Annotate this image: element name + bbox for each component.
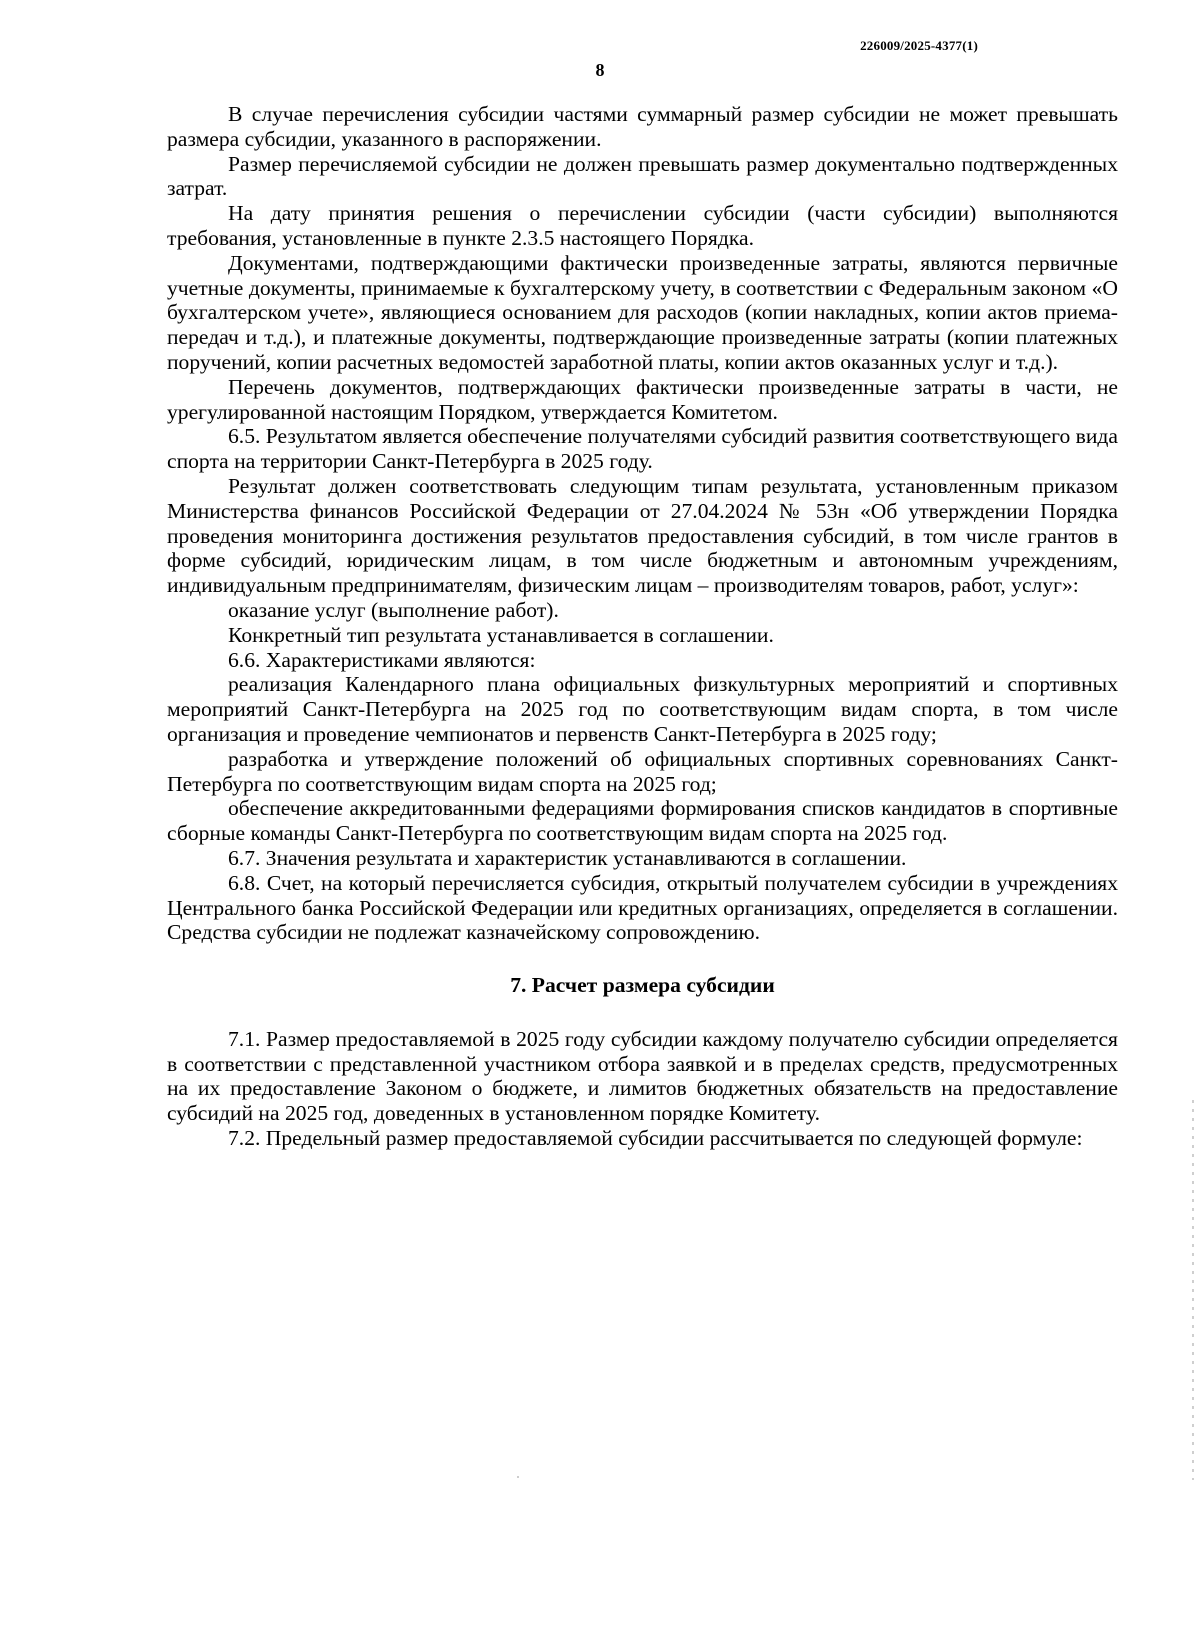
section-heading: 7. Расчет размера субсидии (510, 973, 775, 998)
paragraph: обеспечение аккредитованными федерациями формирования списков кандидатов в спортивные сборные команды Санкт-Петербурга по соответствующим видам спорта на 2025 год. (167, 796, 1118, 846)
document-body (167, 102, 1118, 1151)
paragraph: разработка и утверждение положений об официальных спортивных соревнованиях Санкт-Петербурга по соответствующим видам спорта на 2025 год; (167, 746, 1118, 796)
paragraph: Конкретный тип результата устанавливается в соглашении. (228, 622, 774, 647)
paragraph-6-8: 6.8. Счет, на который перечисляется субсидия, открытый получателем субсидии в учреждениях Центрального банка Российской Федерации или кредитных организациях, определяется в соглашении. Средства субсидии не подлежат казначейскому сопровождению. (167, 870, 1118, 945)
paragraph-6-7: 6.7. Значения результата и характеристик устанавливаются в соглашении. (228, 845, 907, 870)
scan-artifact (517, 1476, 519, 1478)
paragraph: На дату принятия решения о перечислении субсидии (части субсидии) выполняются требования, установленные в пункте 2.3.5 настоящего Порядка. (167, 201, 1118, 250)
paragraph: Документами, подтверждающими фактически произведенные затраты, являются первичные учетные документы, принимаемые к бухгалтерскому учету, в соответствии с Федеральным законом «О бухгалтерском учете», являющиеся основанием для расходов (копии накладных, копии актов приема-передач и т.д.), и платежные документы, подтверждающие произведенные затраты (копии платежных поручений, копии расчетных ведомостей заработной платы, копии актов оказанных услуг и т.д.). (167, 250, 1118, 374)
paragraph: В случае перечисления субсидии частями суммарный размер субсидии не может превышать размера субсидии, указанного в распоряжении. (167, 102, 1118, 151)
paragraph: Размер перечисляемой субсидии не должен превышать размер документально подтвержденных затрат. (167, 151, 1118, 201)
scan-edge-artifact (1192, 1100, 1194, 1480)
paragraph-7-1: 7.1. Размер предоставляемой в 2025 году субсидии каждому получателю субсидии определяется в соответствии с представленной участником отбора заявкой и в пределах средств, предусмотренных на их предоставление Законом о бюджете, и лимитов бюджетных обязательств на предоставление субсидий на 2025 год, доведенных в установленном порядке Комитету. (167, 1026, 1118, 1126)
paragraph-7-2: 7.2. Предельный размер предоставляемой субсидии рассчитывается по следующей формуле: (228, 1126, 1083, 1151)
paragraph: оказание услуг (выполнение работ). (228, 597, 559, 622)
document-registration-number: 226009/2025-4377(1) (860, 38, 978, 53)
page-number: 8 (595, 60, 605, 80)
paragraph: Перечень документов, подтверждающих фактически произведенные затраты в части, не урегулированной настоящим Порядком, утверждается Комитетом. (167, 374, 1118, 424)
paragraph: Результат должен соответствовать следующим типам результата, установленным приказом Министерства финансов Российской Федерации от 27.04.2024 № 53н «Об утверждении Порядка проведения мониторинга достижения результатов предоставления субсидий, в том числе грантов в форме субсидий, юридическим лицам, в том числе бюджетным и автономным учреждениям, индивидуальным предпринимателям, физическим лицам – производителям товаров, работ, услуг»: (167, 473, 1118, 598)
paragraph-6-6: 6.6. Характеристиками являются: (228, 647, 536, 672)
paragraph-6-5: 6.5. Результатом является обеспечение получателями субсидий развития соответствующего вида спорта на территории Санкт-Петербурга в 2025 году. (167, 424, 1118, 474)
paragraph: реализация Календарного плана официальных физкультурных мероприятий и спортивных мероприятий Санкт-Петербурга на 2025 год по соответствующим видам спорта, в том числе организация и проведение чемпионатов и первенств Санкт-Петербурга в 2025 году; (167, 672, 1118, 746)
